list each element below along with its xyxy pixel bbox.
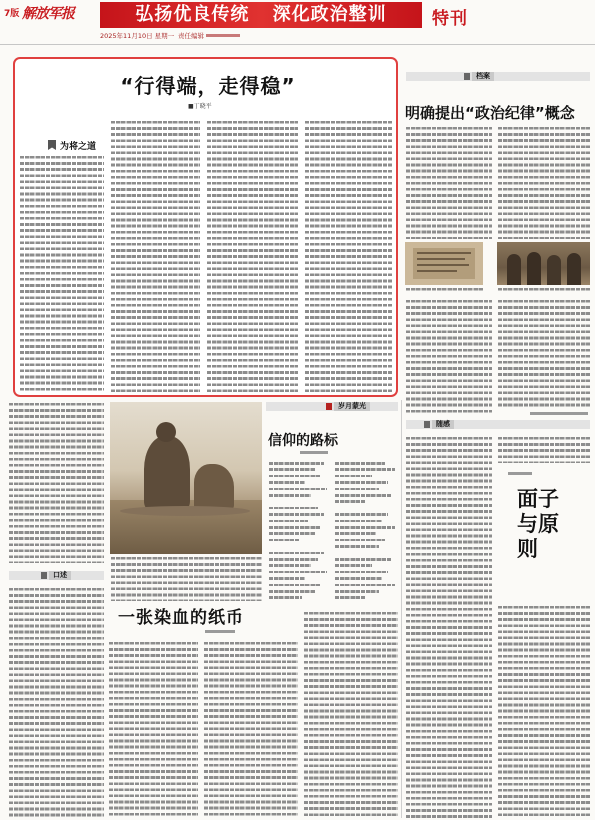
header-divider (0, 44, 595, 45)
poem-line (334, 558, 392, 561)
archive-section-label: 档案 (472, 72, 494, 81)
poem-column-1 (268, 462, 330, 606)
editor-names-text (206, 34, 240, 37)
banner-right-text: 深化政治整训 (272, 4, 387, 25)
feature-column-2 (110, 121, 200, 392)
feature-column-4 (304, 121, 392, 392)
poem-line (334, 571, 388, 574)
poem-line (268, 584, 321, 587)
poem-line (268, 468, 315, 471)
archive-source-note (530, 412, 588, 415)
poem-line (268, 558, 318, 561)
essay-section-band (406, 420, 590, 429)
column-divider (401, 400, 402, 818)
poem-line (268, 552, 324, 555)
feature-byline: ■丁晓平 (188, 103, 212, 110)
issue-date: 2025年11月10日 星期一 (100, 32, 175, 40)
poem-headline: 信仰的路标 (268, 433, 338, 449)
archive-icon (464, 73, 470, 80)
poem-line (334, 590, 379, 593)
poem-line (268, 462, 324, 465)
poem-line (268, 481, 305, 484)
archive-section-band (406, 72, 590, 81)
sculpture-photo (110, 402, 262, 554)
oral-byline (205, 630, 235, 633)
poem-line (268, 596, 302, 599)
feature-column-1 (19, 156, 104, 392)
poem-line (268, 564, 311, 567)
poem-line (334, 577, 382, 580)
poem-line (334, 494, 392, 497)
banner-left-text: 弘扬优良传统 (135, 4, 250, 25)
poem-line (334, 532, 376, 535)
poem-line (268, 520, 308, 523)
poem-line (334, 488, 379, 491)
special-banner (100, 2, 422, 28)
oral-column-1 (8, 588, 104, 818)
poem-line (268, 539, 299, 542)
oral-column-3 (203, 642, 298, 818)
poem-line (334, 596, 366, 599)
essay-column-1 (405, 437, 492, 818)
oral-section-band (9, 571, 104, 580)
poem-line (268, 475, 321, 478)
feature-headline: “行得端，走得稳” (120, 74, 296, 98)
editor-label: 责任编辑 (178, 32, 204, 40)
poem-section-band (266, 402, 398, 411)
poem-line (268, 590, 315, 593)
archive-photo-group (497, 242, 590, 285)
special-issue-label: 特刊 (432, 9, 468, 29)
poem-section-label: 岁月蒙光 (334, 402, 370, 411)
essay-column-2 (497, 606, 590, 818)
poem-line (334, 513, 388, 516)
poem-column-2 (334, 462, 398, 606)
poem-line (268, 571, 327, 574)
photo-caption-left (405, 288, 483, 294)
left-text-column (8, 403, 104, 563)
poem-line (268, 532, 315, 535)
oral-column-2 (108, 642, 198, 818)
archive-column-2 (497, 127, 590, 239)
oral-headline: 一张染血的纸币 (118, 608, 244, 628)
archive-column-4 (497, 300, 590, 410)
poem-line (268, 526, 321, 529)
poem-section-icon (326, 403, 332, 410)
poem-line (334, 520, 382, 523)
archive-column-3 (405, 300, 492, 416)
poem-line (268, 577, 305, 580)
archive-photo-document (405, 242, 483, 285)
photo-caption-right (497, 288, 590, 294)
oral-section-label: 口述 (49, 571, 71, 580)
essay-column-2-top (497, 437, 590, 463)
poem-line (334, 475, 372, 478)
poem-line (334, 481, 388, 484)
essay-headline: 面子与原则 (517, 487, 559, 561)
essay-icon (424, 421, 430, 428)
poem-line (268, 488, 327, 491)
poem-byline (300, 451, 328, 454)
poem-line (334, 584, 395, 587)
essay-byline (508, 472, 532, 475)
poem-line (334, 564, 372, 567)
archive-headline: 明确提出“政治纪律”概念 (405, 104, 575, 122)
oral-icon (41, 572, 47, 579)
sculpture-photo-caption (110, 557, 262, 601)
poem-line (334, 545, 379, 548)
newspaper-logo: 解放军报 (22, 6, 74, 22)
essay-section-label: 随感 (432, 420, 454, 429)
poem-line (334, 539, 385, 542)
page-number: 7版 (4, 9, 20, 19)
feature-subhead: 为将之道 (60, 142, 97, 152)
poem-line (334, 526, 395, 529)
poem-line (268, 507, 318, 510)
archive-column-1 (405, 127, 492, 239)
poem-line (334, 500, 366, 503)
poem-line (268, 494, 311, 497)
poem-line (268, 513, 324, 516)
poem-line (334, 462, 385, 465)
poem-line (334, 468, 395, 471)
feature-column-3 (206, 121, 298, 392)
oral-column-4 (303, 612, 398, 818)
